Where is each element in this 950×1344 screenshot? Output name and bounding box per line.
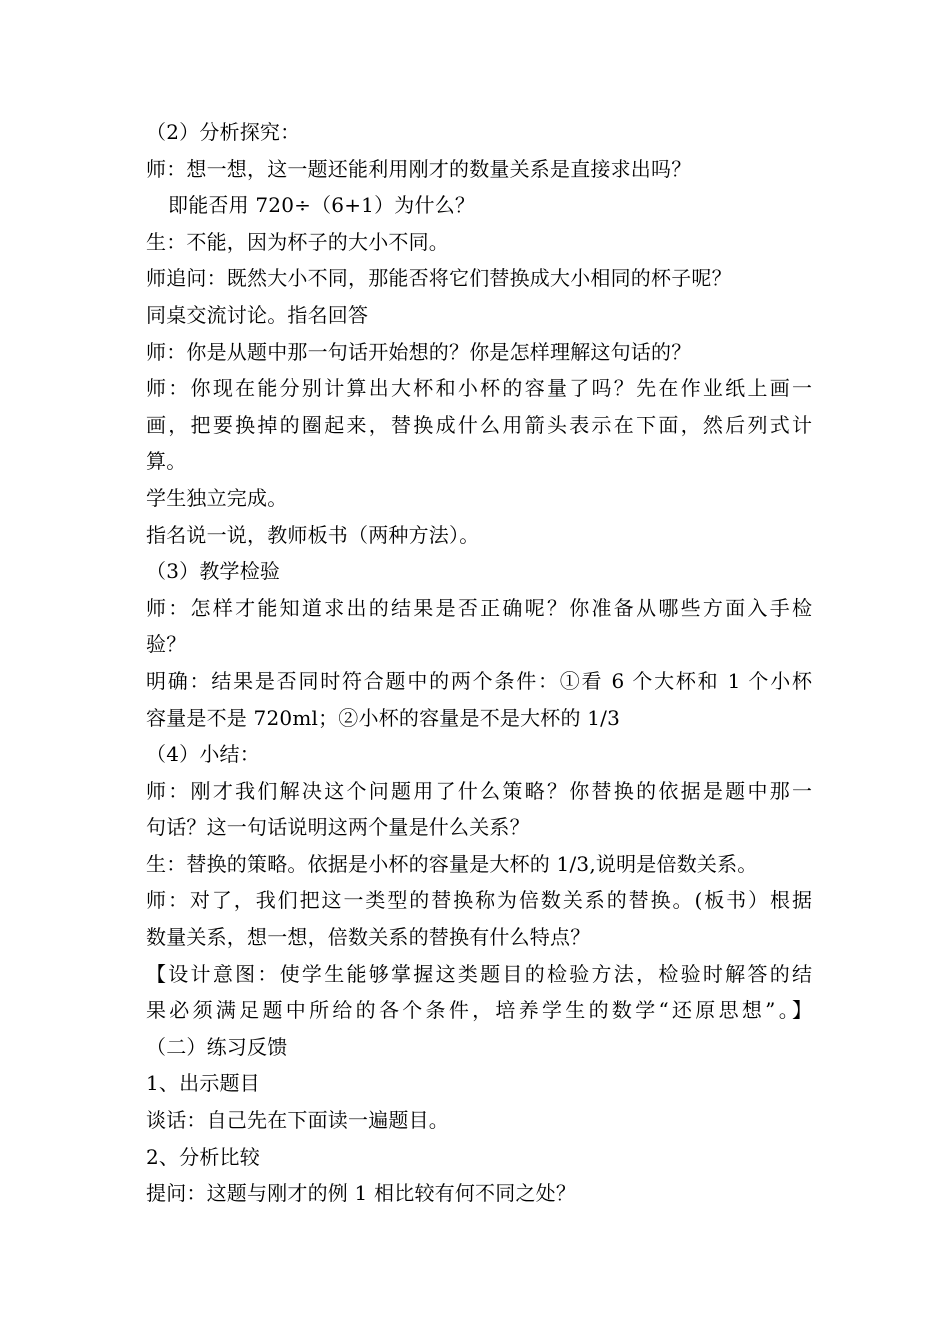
text-line: 验？ xyxy=(146,632,187,657)
text-line: 数量关系，想一想，倍数关系的替换有什么特点？ xyxy=(146,925,591,950)
text-line: 画，把要换掉的圈起来，替换成什么用箭头表示在下面，然后列式计 xyxy=(146,412,812,437)
text-line: 提问：这题与刚才的例 1 相比较有何不同之处？ xyxy=(146,1181,577,1206)
text-line: 师：你是从题中那一句话开始想的？你是怎样理解这句话的？ xyxy=(146,339,692,364)
text-line: 句话？这一句话说明这两个量是什么关系？ xyxy=(146,815,530,840)
text-line: 指名说一说，教师板书（两种方法）。 xyxy=(146,522,480,547)
text-line: 谈话：自己先在下面读一遍题目。 xyxy=(146,1108,449,1133)
text-line: 1、出示题目 xyxy=(146,1071,260,1096)
text-line: 师：怎样才能知道求出的结果是否正确呢？你准备从哪些方面入手检 xyxy=(146,595,812,620)
text-line: （4）小结： xyxy=(146,742,260,767)
text-line: （二）练习反馈 xyxy=(146,1034,288,1059)
text-line: 2、分析比较 xyxy=(146,1144,260,1169)
text-line: 算。 xyxy=(146,449,187,474)
text-line: 即能否用 720÷（6+1）为什么？ xyxy=(168,193,476,218)
text-line: 师：刚才我们解决这个问题用了什么策略？你替换的依据是题中那一 xyxy=(146,778,812,803)
text-line: 明确：结果是否同时符合题中的两个条件：①看 6 个大杯和 1 个小杯 xyxy=(146,668,812,693)
text-line: 生：替换的策略。依据是小杯的容量是大杯的 1/3,说明是倍数关系。 xyxy=(146,851,758,876)
text-line: 学生独立完成。 xyxy=(146,485,288,510)
text-line: 师：想一想，这一题还能利用刚才的数量关系是直接求出吗？ xyxy=(146,156,692,181)
document-body xyxy=(146,114,812,1212)
text-line: 师：对了，我们把这一类型的替换称为倍数关系的替换。(板书）根据 xyxy=(146,888,812,913)
text-line: 生：不能，因为杯子的大小不同。 xyxy=(146,229,449,254)
text-line: 师：你现在能分别计算出大杯和小杯的容量了吗？先在作业纸上画一 xyxy=(146,376,812,401)
text-line: 【设计意图：使学生能够掌握这类题目的检验方法，检验时解答的结 xyxy=(146,961,812,986)
text-line: 容量是不是 720ml；②小杯的容量是不是大杯的 1/3 xyxy=(146,705,621,730)
text-line: （3）教学检验 xyxy=(146,559,281,584)
text-line: （2）分析探究： xyxy=(146,120,301,144)
text-line: 同桌交流讨论。指名回答 xyxy=(146,302,369,327)
text-line: 果必须满足题中所给的各个条件，培养学生的数学“还原思想”。】 xyxy=(146,998,812,1023)
text-line: 师追问：既然大小不同，那能否将它们替换成大小相同的杯子呢？ xyxy=(146,266,732,291)
